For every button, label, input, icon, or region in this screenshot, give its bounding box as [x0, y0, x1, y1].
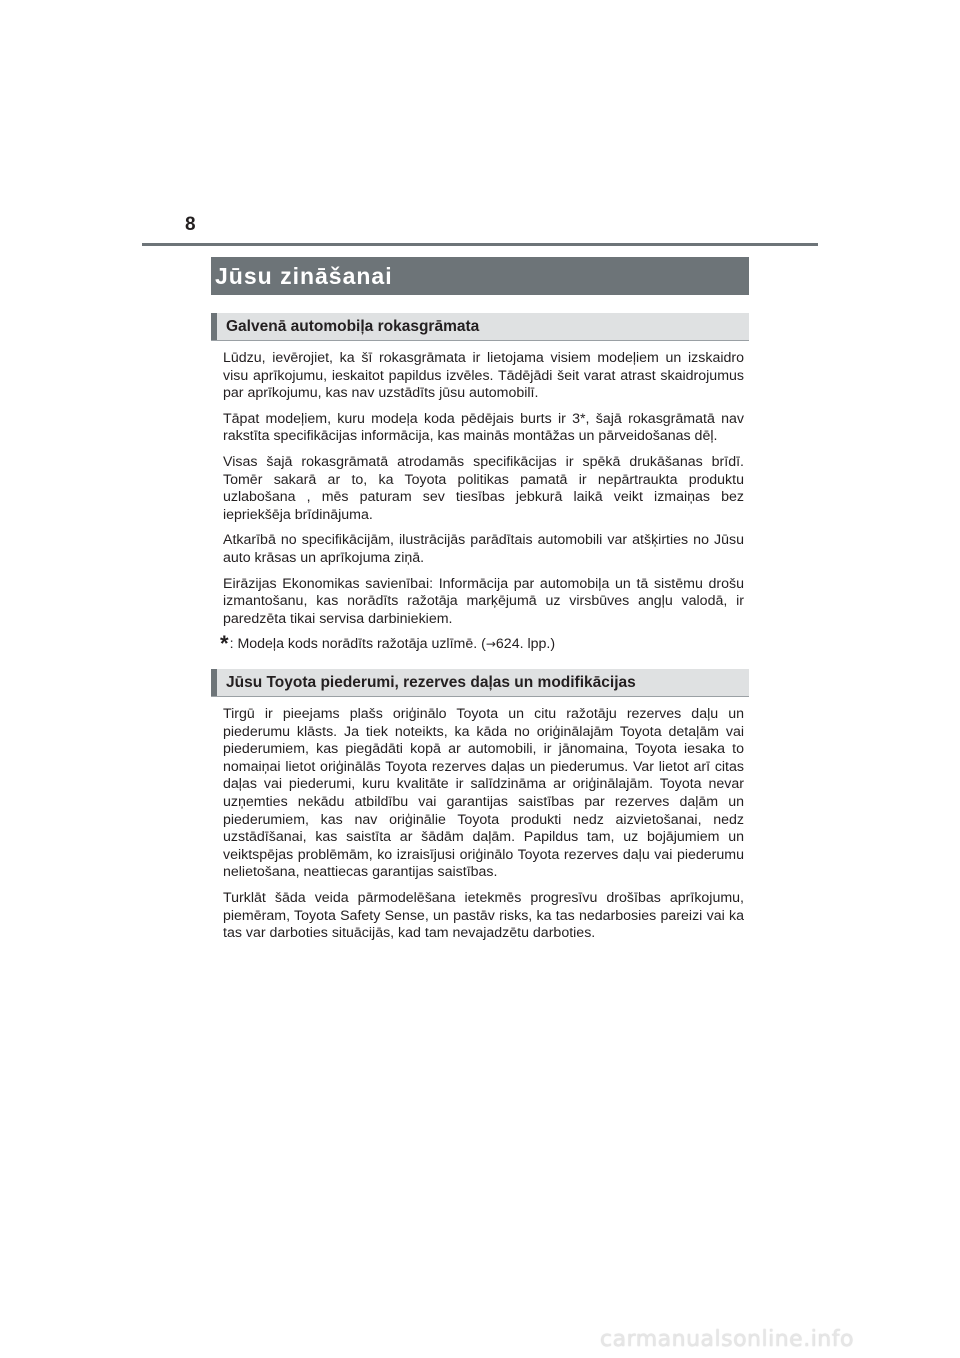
footnote-star: *: [220, 631, 229, 656]
paragraph: Tāpat modeļiem, kuru modeļa koda pēdējais burts ir 3*, šajā rokasgrāmatā nav rakstīta specifikācijas informācija, kas mainās montāžas un pārveidošanas dēļ.: [223, 410, 744, 445]
paragraph: Lūdzu, ievērojiet, ka šī rokasgrāmata ir lietojama visiem modeļiem un izskaidro visu aprīkojumu, ieskaitot papildus izvēles. Tādējādi šeit varat atrast skaidrojumus par aprīkojumu, kas nav uzstādīts jūsu automobilī.: [223, 350, 744, 402]
watermark: carmanualsonline.info: [600, 1327, 854, 1352]
footnote: [220, 631, 556, 656]
paragraph: Atkarībā no specifikācijām, ilustrācijās parādītais automobili var atšķirties no Jūsu auto krāsas un aprīkojuma ziņā.: [223, 532, 744, 566]
main-manual-text: [223, 350, 744, 636]
footnote-text: : Modeļa kods norādīts ražotāja uzlīmē. (: [229, 636, 486, 652]
paragraph: Eirāzijas Ekonomikas savienībai: Informācija par automobiļa un tā sistēmu drošu izmantošanu, kas norādīts ražotāja marķējumā uz virsbūves angļu valodā, ir paredzēta tikai servisa darbiniekiem.: [223, 575, 744, 627]
header-rule: [142, 243, 818, 246]
paragraph: Visas šajā rokasgrāmatā atrodamās specifikācijas ir spēkā drukāšanas brīdī. Tomēr sakarā ar to, ka Toyota politikas pamatā ir nepārtraukta produktu uzlabošana , mēs paturam sev tiesības jebkurā laikā veikt izmaiņas bez iepriekšēja brīdinājuma.: [223, 453, 744, 523]
page-number: 8: [185, 214, 196, 235]
paragraph: Turklāt šāda veida pārmodelēšana ietekmēs progresīvu drošības aprīkojumu, piemēram, Toyota Safety Sense, un pastāv risks, ka tas nedarbosies pareizi vai ka tas var darboties situācijās, kad tam nevajadzētu darboties.: [223, 889, 744, 942]
subheading-accessories: Jūsu Toyota piederumi, rezerves daļas un modifikācijas: [211, 669, 749, 697]
arrow-right-icon: →: [485, 637, 496, 651]
section-title: Jūsu zināšanai: [211, 257, 749, 295]
subheading-main-manual: Galvenā automobiļa rokasgrāmata: [211, 313, 749, 341]
paragraph: Tirgū ir pieejams plašs oriģinālo Toyota un citu ražotāju rezerves daļu un piederumu klāsts. Ja tiek noteikts, ka kāda no oriģinālajām Toyota detaļām vai piederumiem, kas piegādāti kopā ar automobili, ir jānomaina, Toyota iesaka to nomaiņai lietot oriģinālās Toyota rezerves daļas un piederumus. Var lietot arī citas daļas vai piederumi, kuru kvalitāte ir salīdzināma ar oriģinālajām. Toyota nevar uzņemties nekādu atbildību vai garantijas saistības par rezerves daļām un piederumiem, kas nav oriģinālie Toyota produkti nedz aizvietošanai, nedz uzstādīšanai, kas saistīta ar šādām daļām. Papildus tam, uz bojājumiem un veiktspējas problēmām, ko izraisījusi oriģinālo Toyota rezerves daļu vai piederumu nelietošana, neattiecas garantijas saistības.: [223, 706, 744, 881]
accessories-text: [223, 706, 744, 951]
footnote-page-ref: 624. lpp.): [495, 636, 556, 652]
